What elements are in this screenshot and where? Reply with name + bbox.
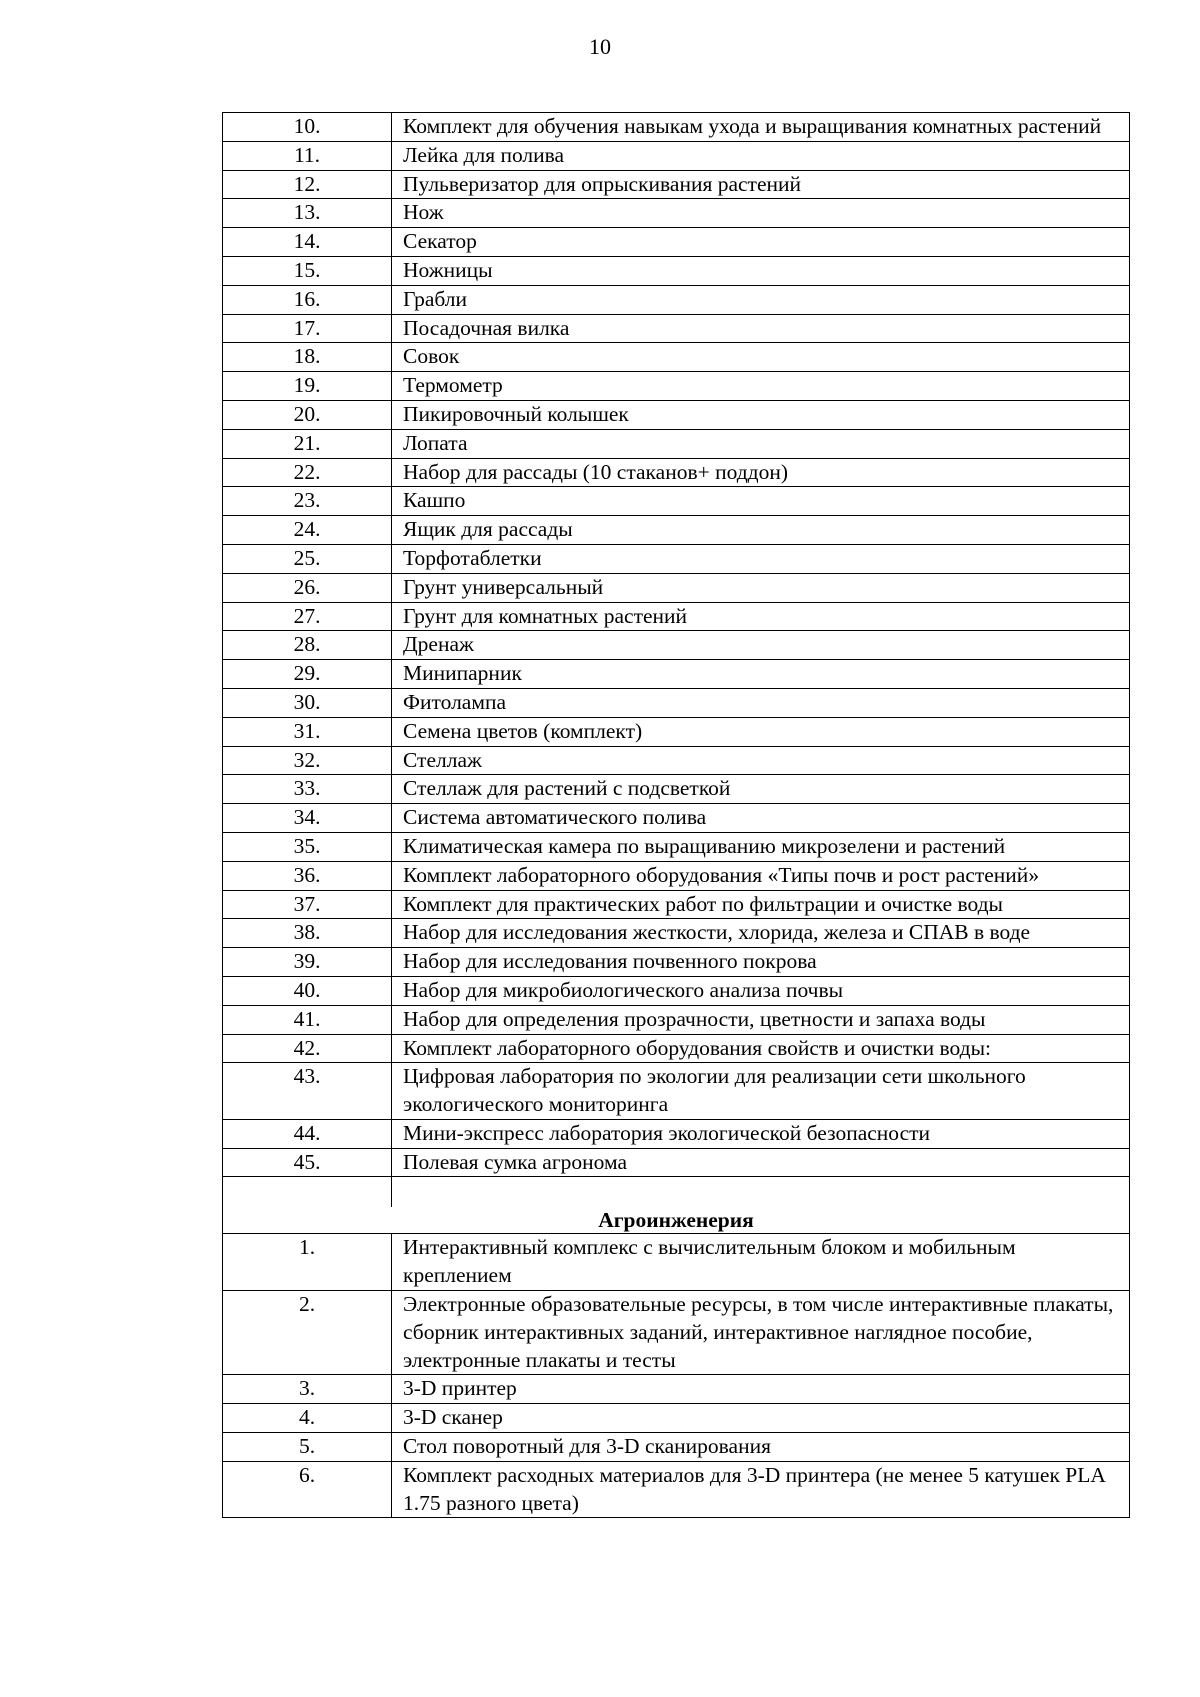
item-name: 3-D сканер xyxy=(392,1404,1130,1433)
table-row xyxy=(223,372,1130,401)
table-row xyxy=(223,516,1130,545)
table-row xyxy=(223,314,1130,343)
item-number: 1. xyxy=(223,1234,392,1291)
item-name: Набор для определения прозрачности, цветности и запаха воды xyxy=(392,1005,1130,1034)
item-name: Набор для исследования почвенного покрова xyxy=(392,948,1130,977)
table-row xyxy=(223,660,1130,689)
item-name: Мини-экспресс лаборатория экологической безопасности xyxy=(392,1119,1130,1148)
item-number: 34. xyxy=(223,804,392,833)
item-name: Пульверизатор для опрыскивания растений xyxy=(392,170,1130,199)
item-name: Грабли xyxy=(392,285,1130,314)
item-number: 17. xyxy=(223,314,392,343)
page-number: 10 xyxy=(589,34,611,59)
table-row xyxy=(223,487,1130,516)
item-name: Фитолампа xyxy=(392,688,1130,717)
item-name: Набор для исследования жесткости, хлорида, железа и СПАВ в воде xyxy=(392,919,1130,948)
table-row xyxy=(223,228,1130,257)
item-name: Климатическая камера по выращиванию микрозелени и растений xyxy=(392,832,1130,861)
item-number: 11. xyxy=(223,141,392,170)
table-row xyxy=(223,976,1130,1005)
item-number: 13. xyxy=(223,199,392,228)
item-number: 24. xyxy=(223,516,392,545)
table-row xyxy=(223,746,1130,775)
item-number: 5. xyxy=(223,1433,392,1462)
item-number: 37. xyxy=(223,890,392,919)
item-name: Система автоматического полива xyxy=(392,804,1130,833)
table-row xyxy=(223,832,1130,861)
item-name: Минипарник xyxy=(392,660,1130,689)
table-row xyxy=(223,890,1130,919)
item-name: Грунт универсальный xyxy=(392,573,1130,602)
item-name: Совок xyxy=(392,343,1130,372)
item-name: Комплект лабораторного оборудования «Типы почв и рост растений» xyxy=(392,861,1130,890)
item-name: Стол поворотный для 3-D сканирования xyxy=(392,1433,1130,1462)
section-table-row xyxy=(223,1433,1130,1462)
item-number: 15. xyxy=(223,256,392,285)
item-number: 22. xyxy=(223,458,392,487)
item-name: Комплект расходных материалов для 3-D принтера (не менее 5 катушек PLA 1.75 разного цвета) xyxy=(392,1461,1130,1518)
item-number: 10. xyxy=(223,113,392,142)
item-name: Пикировочный колышек xyxy=(392,400,1130,429)
item-number: 19. xyxy=(223,372,392,401)
table-row xyxy=(223,1148,1130,1177)
item-number: 45. xyxy=(223,1148,392,1177)
item-number: 32. xyxy=(223,746,392,775)
item-number: 30. xyxy=(223,688,392,717)
item-name: Набор для микробиологического анализа почвы xyxy=(392,976,1130,1005)
table-row xyxy=(223,429,1130,458)
item-name: Семена цветов (комплект) xyxy=(392,717,1130,746)
item-name: Нож xyxy=(392,199,1130,228)
section-header-row xyxy=(223,1207,1130,1234)
table-row xyxy=(223,256,1130,285)
section-title: Агроинженерия xyxy=(223,1207,1130,1234)
equipment-table-body xyxy=(223,113,1130,1518)
item-name: Комплект лабораторного оборудования свойств и очистки воды: xyxy=(392,1034,1130,1063)
item-name: Торфотаблетки xyxy=(392,544,1130,573)
table-row-spacer xyxy=(223,1177,1130,1208)
item-number: 44. xyxy=(223,1119,392,1148)
section-table-row xyxy=(223,1375,1130,1404)
item-name: 3-D принтер xyxy=(392,1375,1130,1404)
item-number: 33. xyxy=(223,775,392,804)
table-row xyxy=(223,343,1130,372)
table-row xyxy=(223,688,1130,717)
table-row xyxy=(223,631,1130,660)
item-number: 39. xyxy=(223,948,392,977)
item-name: Лейка для полива xyxy=(392,141,1130,170)
item-number: 25. xyxy=(223,544,392,573)
table-row xyxy=(223,573,1130,602)
spacer-cell xyxy=(392,1177,1130,1208)
table-row xyxy=(223,285,1130,314)
section-table-row xyxy=(223,1461,1130,1518)
table-row xyxy=(223,804,1130,833)
item-name: Посадочная вилка xyxy=(392,314,1130,343)
item-number: 40. xyxy=(223,976,392,1005)
item-number: 20. xyxy=(223,400,392,429)
table-row xyxy=(223,400,1130,429)
item-number: 35. xyxy=(223,832,392,861)
table-row xyxy=(223,199,1130,228)
item-name: Электронные образовательные ресурсы, в том числе интерактивные плакаты, сборник интерактивных заданий, интерактивное наглядное пособие, электронные плакаты и тесты xyxy=(392,1291,1130,1375)
item-number: 18. xyxy=(223,343,392,372)
item-name: Стеллаж для растений с подсветкой xyxy=(392,775,1130,804)
item-name: Секатор xyxy=(392,228,1130,257)
item-name: Ящик для рассады xyxy=(392,516,1130,545)
equipment-table xyxy=(222,112,1130,1518)
table-row xyxy=(223,948,1130,977)
table-row xyxy=(223,1063,1130,1120)
item-number: 2. xyxy=(223,1291,392,1375)
table-row xyxy=(223,1119,1130,1148)
item-name: Грунт для комнатных растений xyxy=(392,602,1130,631)
item-name: Комплект для обучения навыкам ухода и выращивания комнатных растений xyxy=(392,113,1130,142)
item-name: Ножницы xyxy=(392,256,1130,285)
section-table-row xyxy=(223,1234,1130,1291)
item-number: 27. xyxy=(223,602,392,631)
table-row xyxy=(223,861,1130,890)
item-number: 16. xyxy=(223,285,392,314)
item-number: 31. xyxy=(223,717,392,746)
item-number: 29. xyxy=(223,660,392,689)
item-name: Термометр xyxy=(392,372,1130,401)
item-number: 23. xyxy=(223,487,392,516)
table-row xyxy=(223,113,1130,142)
item-name: Интерактивный комплекс с вычислительным блоком и мобильным креплением xyxy=(392,1234,1130,1291)
table-row xyxy=(223,1034,1130,1063)
table-row xyxy=(223,544,1130,573)
table-row xyxy=(223,775,1130,804)
item-number: 4. xyxy=(223,1404,392,1433)
table-row xyxy=(223,919,1130,948)
item-number: 3. xyxy=(223,1375,392,1404)
item-number: 38. xyxy=(223,919,392,948)
table-row xyxy=(223,458,1130,487)
table-row xyxy=(223,170,1130,199)
item-number: 28. xyxy=(223,631,392,660)
item-number: 14. xyxy=(223,228,392,257)
item-number: 21. xyxy=(223,429,392,458)
item-number: 42. xyxy=(223,1034,392,1063)
item-number: 12. xyxy=(223,170,392,199)
item-name: Лопата xyxy=(392,429,1130,458)
item-number: 36. xyxy=(223,861,392,890)
item-name: Цифровая лаборатория по экологии для реализации сети школьного экологического мониторинга xyxy=(392,1063,1130,1120)
item-name: Полевая сумка агронома xyxy=(392,1148,1130,1177)
item-number: 43. xyxy=(223,1063,392,1120)
section-table-row xyxy=(223,1404,1130,1433)
item-number: 41. xyxy=(223,1005,392,1034)
item-number: 26. xyxy=(223,573,392,602)
item-name: Кашпо xyxy=(392,487,1130,516)
item-name: Комплект для практических работ по фильтрации и очистке воды xyxy=(392,890,1130,919)
spacer-cell xyxy=(223,1177,392,1208)
table-row xyxy=(223,602,1130,631)
table-row xyxy=(223,141,1130,170)
item-number: 6. xyxy=(223,1461,392,1518)
table-row xyxy=(223,1005,1130,1034)
table-row xyxy=(223,717,1130,746)
item-name: Набор для рассады (10 стаканов+ поддон) xyxy=(392,458,1130,487)
item-name: Стеллаж xyxy=(392,746,1130,775)
section-table-row xyxy=(223,1291,1130,1375)
item-name: Дренаж xyxy=(392,631,1130,660)
